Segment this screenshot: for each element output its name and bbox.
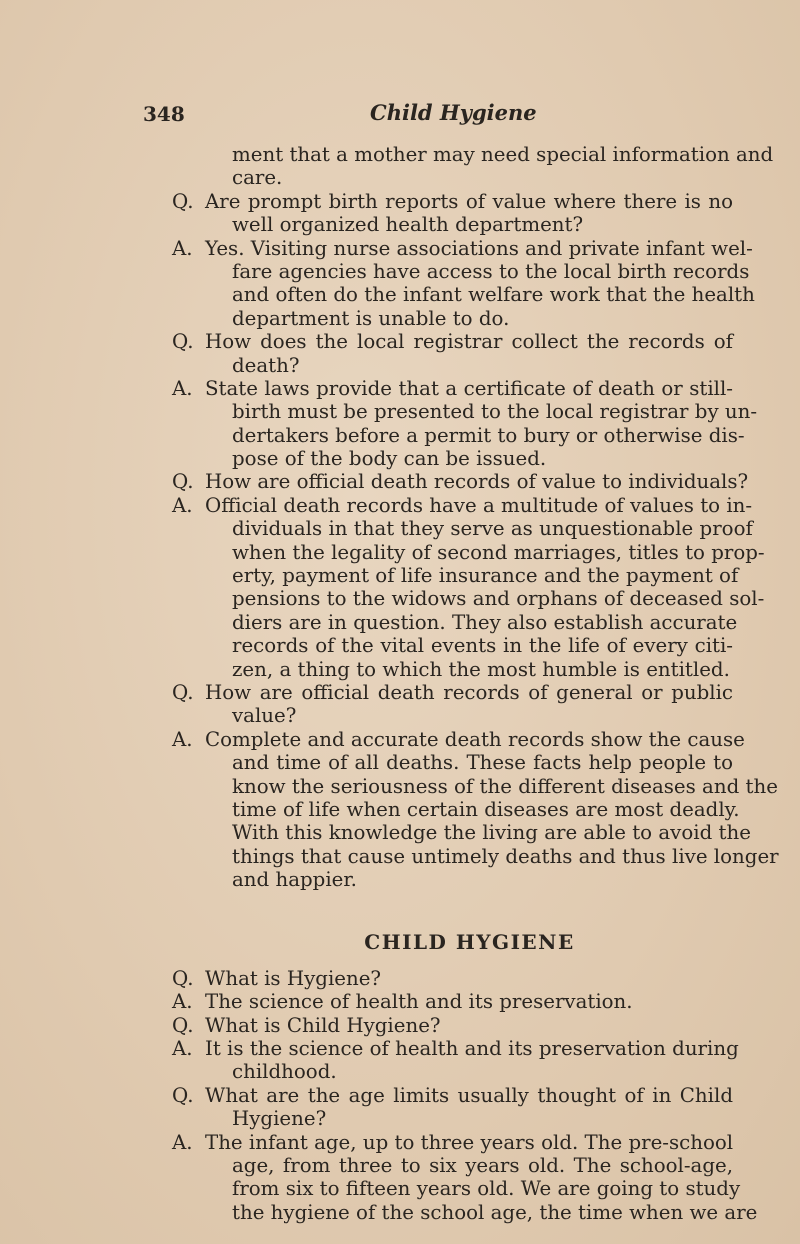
text-line <box>172 259 750 283</box>
line-text: How does the local registrar collect the records of <box>205 330 733 354</box>
question-marker: Q. <box>172 1083 194 1107</box>
text-line <box>172 307 732 330</box>
text-line <box>172 540 765 564</box>
line-text: erty, payment of life insurance and the payment of <box>232 564 739 588</box>
page-number: 348 <box>143 102 185 126</box>
text-line <box>172 1200 758 1224</box>
line-text: What is Child Hygiene? <box>205 1013 441 1037</box>
answer-marker: A. <box>172 990 193 1014</box>
qa-block-top <box>172 143 779 892</box>
text-line <box>172 704 732 727</box>
text-line <box>172 1154 732 1177</box>
text-line <box>172 821 751 845</box>
text-line <box>172 283 755 307</box>
line-text: State laws provide that a certificate of death or still- <box>205 376 733 400</box>
text-line <box>172 236 753 260</box>
line-text: well organized health department? <box>232 213 584 237</box>
line-text: Hygiene? <box>232 1107 327 1131</box>
text-line <box>172 447 732 470</box>
line-text: The infant age, up to three years old. The pre-school <box>205 1130 734 1154</box>
answer-marker: A. <box>172 1130 193 1154</box>
text-line <box>172 1060 732 1083</box>
text-line <box>172 1014 732 1037</box>
section-heading: CHILD HYGIENE <box>364 929 575 954</box>
text-line <box>172 564 739 588</box>
text-line <box>172 423 745 447</box>
text-line <box>172 797 740 821</box>
answer-marker: A. <box>172 376 193 400</box>
text-line <box>172 213 732 236</box>
line-text: know the seriousness of the different diseases and the <box>232 774 778 798</box>
line-text: diers are in question. They also establish accurate <box>232 610 738 634</box>
answer-marker: A. <box>172 236 193 260</box>
text-line <box>172 470 749 494</box>
line-text: dividuals in that they serve as unquestionable proof <box>232 517 753 541</box>
line-text: and time of all deaths. These facts help people to <box>232 751 733 775</box>
line-text: things that cause untimely deaths and thus live longer <box>232 844 779 868</box>
line-text: dertakers before a permit to bury or otherwise dis- <box>232 423 745 447</box>
line-text: department is unable to do. <box>232 306 510 330</box>
text-line <box>172 493 753 517</box>
line-text: What are the age limits usually thought of in Child <box>205 1083 733 1107</box>
text-line <box>172 1107 732 1130</box>
line-text: fare agencies have access to the local birth records <box>232 259 750 283</box>
line-text: death? <box>232 353 300 377</box>
text-line <box>172 1131 732 1154</box>
line-text: age, from three to six years old. The school-age, <box>232 1154 733 1178</box>
text-line <box>172 1177 741 1201</box>
text-line <box>172 1084 732 1107</box>
line-text: How are official death records of general or public <box>205 680 733 704</box>
line-text: It is the science of health and its preservation during <box>205 1037 739 1061</box>
question-marker: Q. <box>172 1013 194 1037</box>
line-text: Official death records have a multitude of values to in- <box>205 493 753 517</box>
text-line <box>172 967 732 990</box>
qa-block-bottom <box>172 966 758 1224</box>
running-title: Child Hygiene <box>370 100 537 125</box>
text-line <box>172 517 753 541</box>
line-text: Are prompt birth reports of value where there is no <box>205 189 733 213</box>
text-line <box>172 844 779 868</box>
line-text: Complete and accurate death records show the cause <box>205 727 745 751</box>
text-line <box>172 681 732 704</box>
text-line <box>172 354 732 377</box>
page-header <box>0 100 800 130</box>
line-text: records of the vital events in the life of every citi- <box>232 634 733 658</box>
line-text: ment that a mother may need special information and <box>232 143 774 166</box>
question-marker: Q. <box>172 470 194 494</box>
text-line <box>172 658 732 681</box>
line-text: The science of health and its preservation. <box>205 990 633 1014</box>
line-text: value? <box>232 704 297 728</box>
line-text: pose of the body can be issued. <box>232 447 547 471</box>
line-text: What is Hygiene? <box>205 966 382 990</box>
text-line <box>172 377 732 400</box>
text-line <box>172 727 745 751</box>
text-line <box>172 143 774 166</box>
text-line <box>172 330 732 353</box>
line-text: care. <box>232 166 283 190</box>
line-text: How are official death records of value to individuals? <box>205 470 749 494</box>
text-line <box>172 751 732 774</box>
question-marker: Q. <box>172 966 194 990</box>
answer-marker: A. <box>172 493 193 517</box>
text-line <box>172 587 765 611</box>
line-text: time of life when certain diseases are most deadly. <box>232 797 740 821</box>
text-line <box>172 868 732 891</box>
line-text: childhood. <box>232 1060 337 1084</box>
text-line <box>172 190 732 213</box>
text-line <box>172 1037 739 1061</box>
text-line <box>172 610 738 634</box>
line-text: and happier. <box>232 868 357 892</box>
line-text: birth must be presented to the local registrar by un- <box>232 400 758 424</box>
question-marker: Q. <box>172 189 194 213</box>
line-text: With this knowledge the living are able to avoid the <box>232 821 751 845</box>
line-text: from six to fifteen years old. We are going to study <box>232 1177 741 1201</box>
question-marker: Q. <box>172 330 194 354</box>
text-line <box>172 990 732 1013</box>
answer-marker: A. <box>172 727 193 751</box>
body-text <box>172 143 779 1224</box>
answer-marker: A. <box>172 1037 193 1061</box>
line-text: when the legality of second marriages, titles to prop- <box>232 540 765 564</box>
text-line <box>172 634 732 657</box>
line-text: Yes. Visiting nurse associations and private infant wel- <box>205 236 753 260</box>
question-marker: Q. <box>172 680 194 704</box>
line-text: pensions to the widows and orphans of deceased sol- <box>232 587 765 611</box>
text-line <box>172 774 778 798</box>
line-text: zen, a thing to which the most humble is entitled. <box>232 657 730 681</box>
line-text: the hygiene of the school age, the time when we are <box>232 1200 758 1224</box>
text-line <box>172 166 732 189</box>
line-text: and often do the infant welfare work that the health <box>232 283 755 307</box>
text-line <box>172 400 758 424</box>
